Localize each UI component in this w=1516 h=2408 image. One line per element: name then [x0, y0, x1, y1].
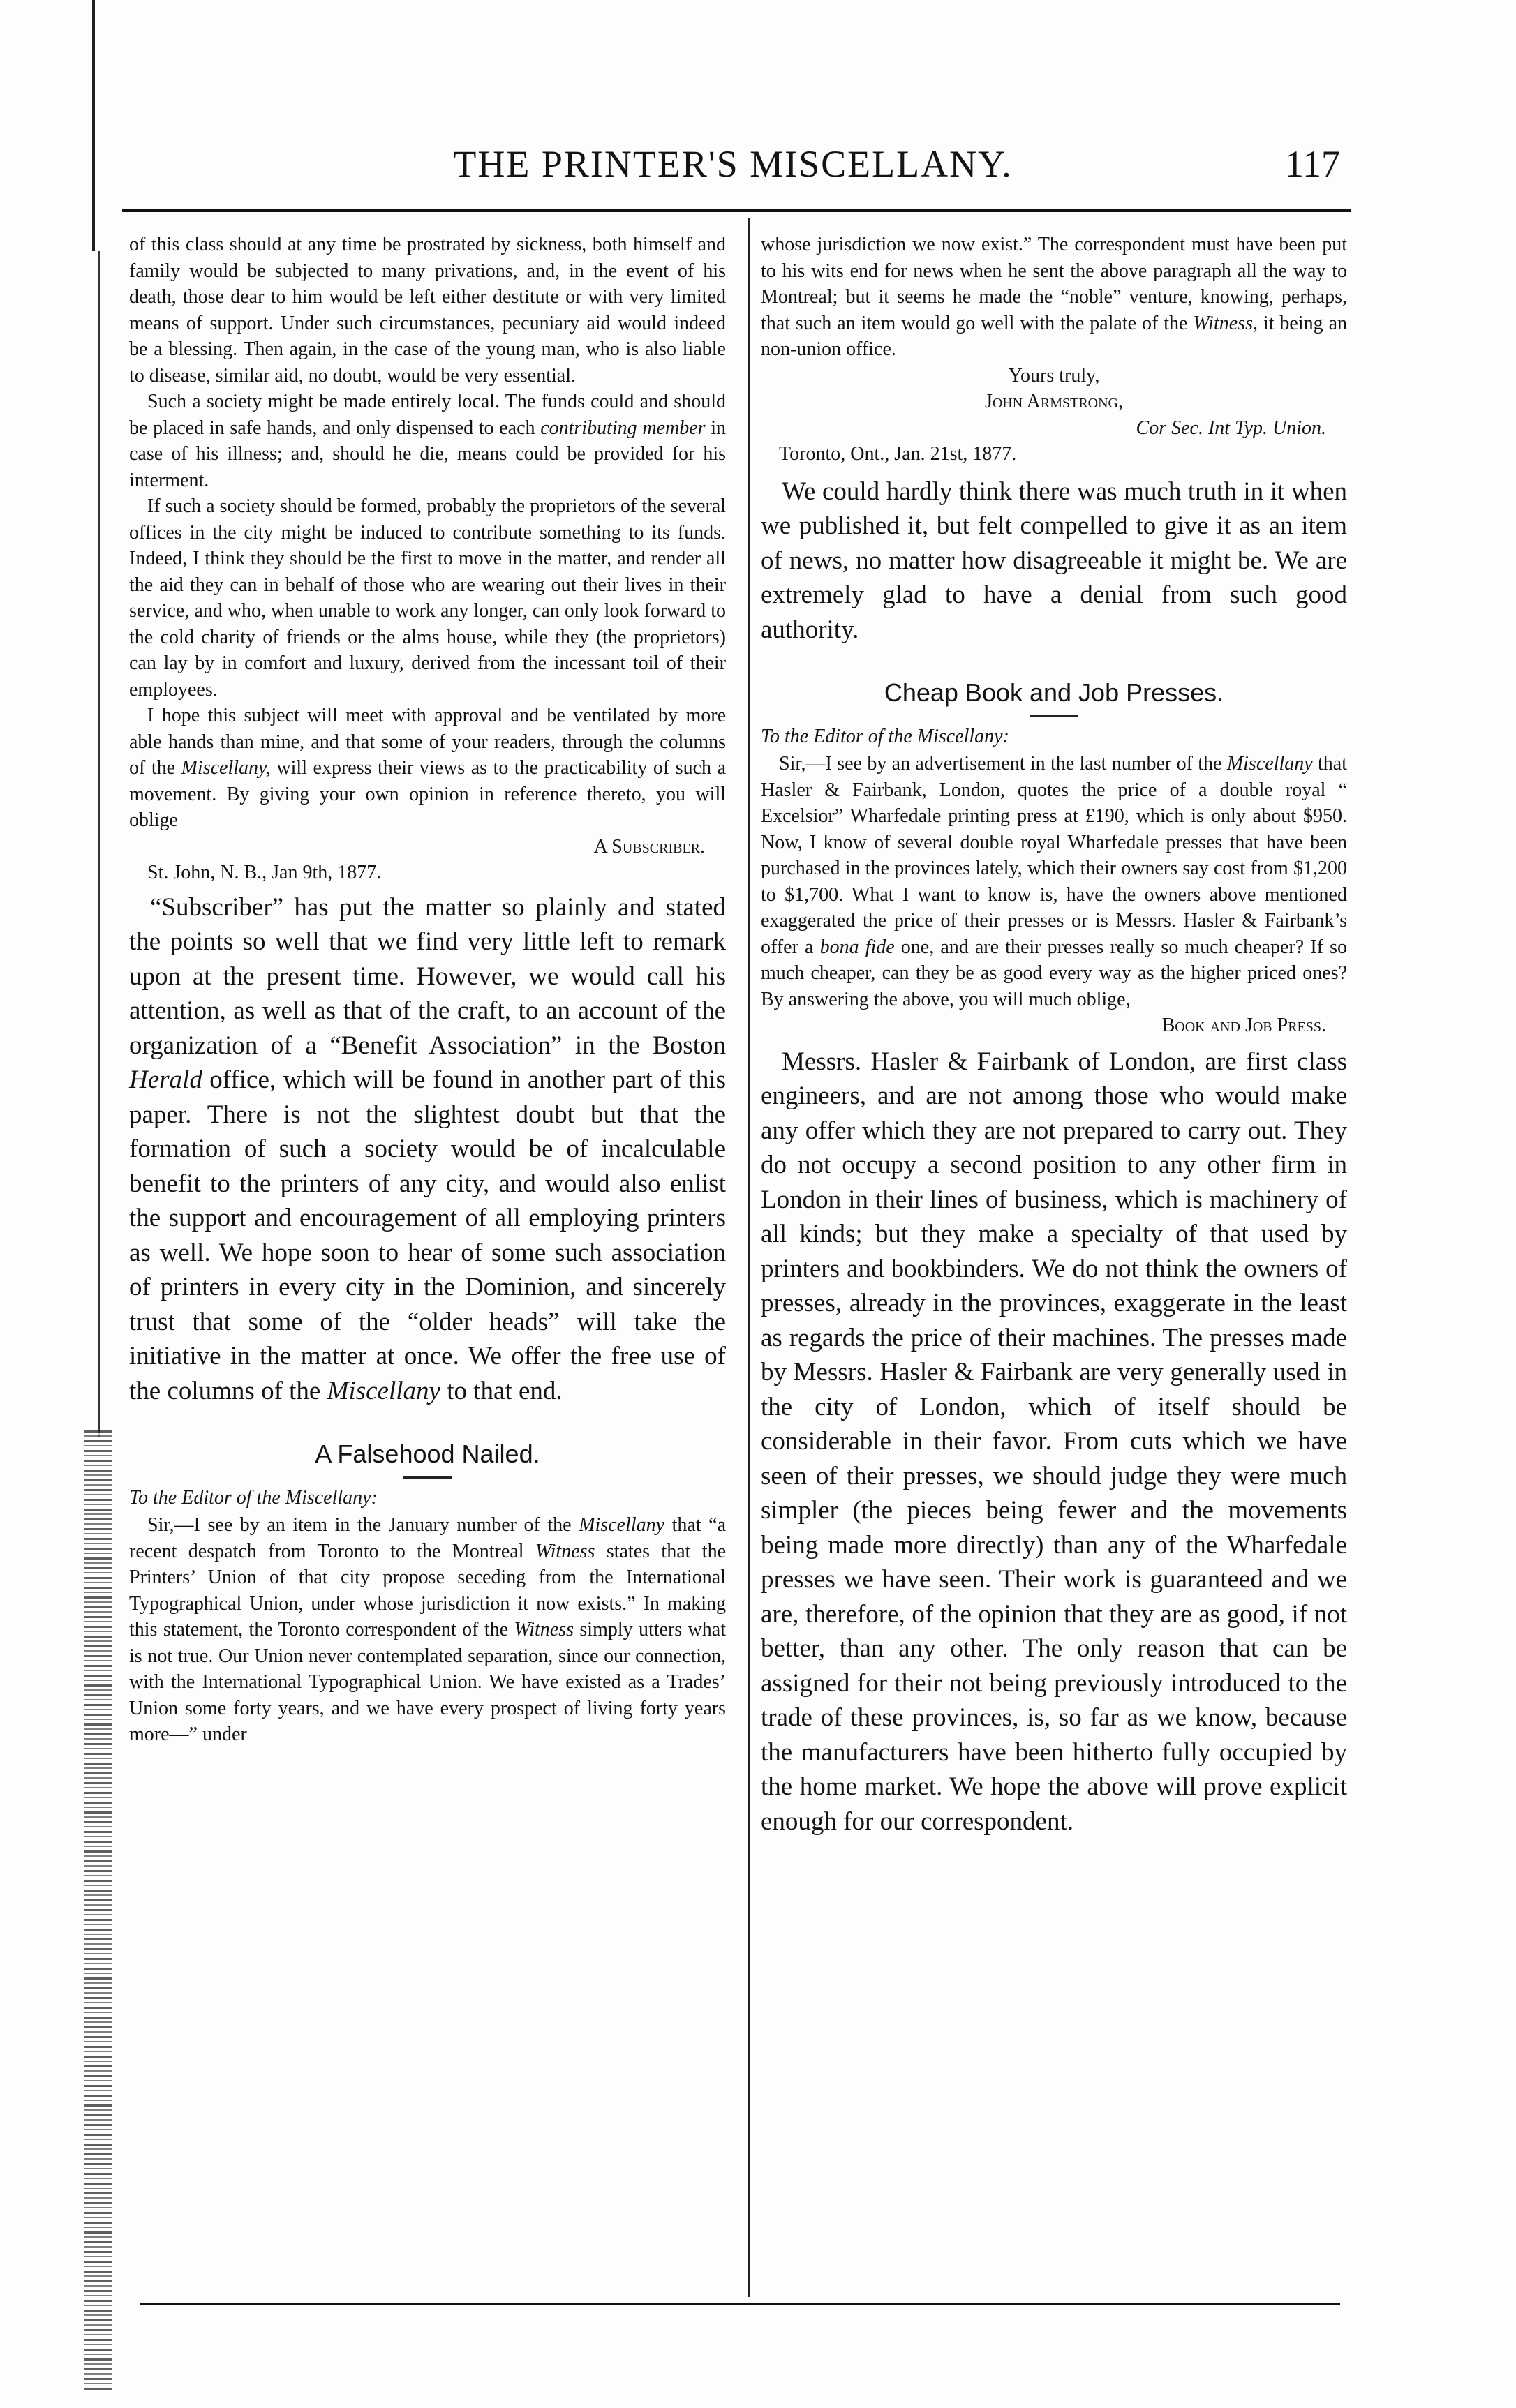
text-run: Sir,—I see by an advertisement in the last number of the — [779, 753, 1227, 775]
salutation: To the Editor of the Miscellany: — [129, 1487, 378, 1509]
text-run: office, which will be found in another part of this paper. There is not the slightest doubt but that the formation of such a society would be of incalculable benefit to the printers of any city, and would also enlist the support and encouragement of all employing printers as well. We hope soon to hear of some such association of printers in every city in the Dominion, and sincerely trust that some of the “older heads” will take the initiative in the matter at once. We offer the free use of the columns of the — [129, 1065, 726, 1405]
editorial-paragraph — [129, 890, 726, 1409]
text-run: that Hasler & Fairbank, London, quotes the price of a double royal “ Excelsior” Wharfedale printing press at £190, which is only about $950. Now, I know of several double royal Wharfedale presses that have been purchased in the provinces lately, which their owners say cost from $1,200 to $1,700. What I want to know is, have the owners above mentioned exaggerated the price of their presses or is Messrs. Hasler & Fairbank’s offer a — [761, 753, 1347, 958]
page-header — [119, 136, 1347, 192]
letter-paragraph — [129, 389, 726, 493]
text-run: “Subscriber” has put the matter so plainly and stated the points so well that we find very little left to remark upon at the present time. However, we would call his attention, as well as that of the craft, to an account of the organization of a “Benefit Association” in the Boston — [129, 892, 726, 1060]
letter-paragraph — [129, 703, 726, 834]
closing: Yours truly, — [1008, 364, 1100, 387]
right-column — [761, 232, 1347, 1839]
emphasis: Miscellany, — [181, 757, 271, 779]
footer-rule — [140, 2303, 1340, 2305]
text-run: in case of his illness; and, should he die, means could be provided for his interment. — [129, 417, 726, 491]
section-heading: A Falsehood Nailed. — [315, 1439, 540, 1468]
text-run: simply utters what is not true. Our Union never contemplated separation, since our connection, with the International Typographical Union. We have existed as a Trades’ Union some forty years, and we have every prospect of living forty years more—” under — [129, 1619, 727, 1745]
editorial-paragraph — [761, 1045, 1347, 1839]
emphasis: bona fide — [819, 936, 895, 958]
text-run: Such a society might be made entirely local. The funds could and should be placed in safe hands, and only dispensed to each — [129, 391, 726, 439]
page-number: 117 — [1285, 143, 1340, 185]
text-run: I hope this subject will meet with approval and be ventilated by more able hands than mine, and that some of your readers, through the columns of the — [129, 705, 726, 779]
section-heading: Cheap Book and Job Presses. — [884, 678, 1224, 707]
emphasis: Miscellany — [327, 1376, 440, 1405]
letter-paragraph — [129, 232, 726, 389]
text-run: it being an non-union office. — [761, 312, 1347, 360]
letter-paragraph — [761, 751, 1347, 1012]
text-run: Sir,—I see by an item in the January number of the — [147, 1514, 579, 1536]
editorial-paragraph — [761, 474, 1347, 648]
emphasis: Herald — [129, 1065, 202, 1094]
text-run: of this class should at any time be prostrated by sickness, both himself and family would be subjected to many privations, and, in the event of his death, those dear to him would be left either destitute or with very limited means of support. Under such circumstances, pecuniary aid would indeed be a blessing. Then again, in the case of the young man, who is also liable to disease, similar aid, no doubt, would be very essential. — [129, 234, 726, 387]
emphasis: Miscellany — [1226, 753, 1313, 775]
text-run: will express their views as to the practicability of such a movement. By giving your own opinion in reference thereto, you will oblige — [129, 757, 726, 831]
signer-name: John Armstrong, — [984, 391, 1124, 412]
text-run: to that end. — [440, 1376, 563, 1405]
salutation: To the Editor of the Miscellany: — [761, 726, 1009, 747]
scan-binding-edge — [98, 251, 100, 1437]
signature: A Subscriber. — [593, 835, 705, 858]
signature: Book and Job Press. — [1161, 1015, 1326, 1036]
emphasis: Witness — [535, 1540, 595, 1562]
text-run: states that the Printers’ Union of that city propose seceding from the International Typographical Union, under whose jurisdiction it now exists.” In making this statement, the Toronto correspondent of the — [129, 1540, 727, 1640]
scan-binding-edge — [92, 0, 95, 251]
emphasis: contributing member — [540, 417, 706, 439]
header-rule — [122, 209, 1351, 212]
heading-rule — [1030, 715, 1078, 717]
scan-binding-strip — [84, 1430, 112, 2393]
place-date: Toronto, Ont., Jan. 21st, 1877. — [779, 443, 1017, 465]
emphasis: Witness — [514, 1619, 574, 1640]
text-run: one, and are their presses really so much cheaper? If so much cheaper, can they be as good every way as the higher priced ones? By answering the above, you will much oblige, — [761, 936, 1347, 1010]
running-title: THE PRINTER'S MISCELLANY. — [453, 143, 1013, 185]
heading-rule — [403, 1476, 452, 1479]
text-run: We could hardly think there was much truth in it when we published it, but felt compelled to give it as an item of news, no matter how disagreeable it might be. We are extremely glad to have a denial from such good authority. — [761, 477, 1347, 644]
emphasis: Witness, — [1193, 312, 1258, 334]
column-divider — [748, 218, 750, 2297]
text-run: If such a society should be formed, probably the proprietors of the several offices in the city might be induced to contribute something to its funds. Indeed, I think they should be the first to move in the matter, and render all the aid they can in behalf of those who are wearing out their lives in their service, and who, when unable to work any longer, can only look forward to the cold charity of friends or the alms house, while they (the proprietors) can lay by in comfort and luxury, derived from the incessant toil of their employees. — [129, 495, 726, 701]
place-date: St. John, N. B., Jan 9th, 1877. — [147, 862, 382, 883]
letter-paragraph — [129, 493, 726, 703]
emphasis: Miscellany — [579, 1514, 665, 1536]
left-column — [129, 232, 726, 1748]
signer-title: Cor Sec. Int Typ. Union. — [1136, 417, 1326, 439]
text-run: Messrs. Hasler & Fairbank of London, are first class engineers, and are not among those who would make any offer which they are not prepared to carry out. They do not occupy a second position to any other firm in London in their lines of business, which is machinery of all kinds; but they make a specialty of that used by printers and bookbinders. We do not think the owners of presses, already in the provinces, exaggerate in the least as regards the price of their machines. The presses made by Messrs. Hasler & Fairbank are very generally used in the city of London, which of itself should be considerable in their favor. From cuts which we have seen of their presses, we should judge they were much simpler (the pieces being fewer and the movements being made more directly) than any of the Wharfedale presses we have seen. Their work is guaranteed and we are, therefore, of the opinion that they are as good, if not better, than any other. The only reason that can be assigned for their not being previously introduced to the trade of these provinces, is, so far as we know, because the manufacturers have been hitherto fully occupied by the home market. We hope the above will prove explicit enough for our correspondent. — [761, 1047, 1347, 1836]
text-run: whose jurisdiction we now exist.” The correspondent must have been put to his wits end for news when he sent the above paragraph all the way to Montreal; but it seems he made the “noble” venture, knowing, perhaps, that such an item would go well with the palate of the — [761, 234, 1347, 334]
letter-paragraph — [129, 1512, 726, 1748]
letter-paragraph — [761, 232, 1347, 363]
text-run: that “a recent despatch from Toronto to the Montreal — [129, 1514, 727, 1562]
